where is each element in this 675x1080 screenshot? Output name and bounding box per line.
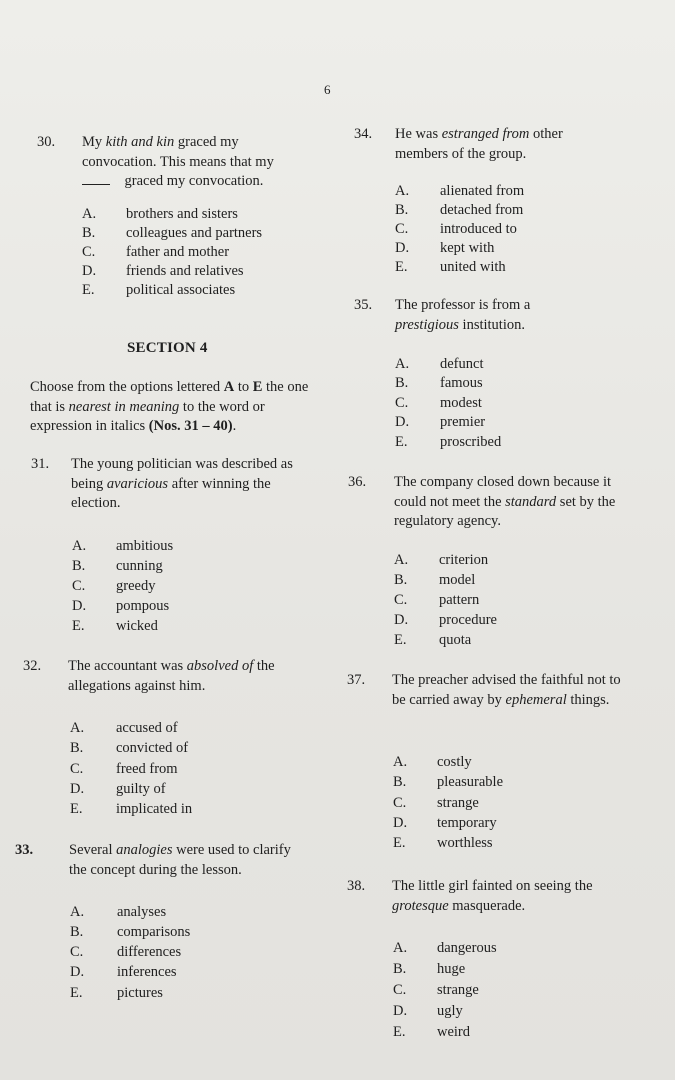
- question-stem: My kith and kin graced my convocation. This means that my graced my convocation.: [82, 134, 274, 189]
- italic-term: grotesque: [392, 897, 449, 914]
- question-31: [31, 455, 331, 515]
- section-instructions: Choose from the options lettered A to E the one that is nearest in meaning to the word or expression in italics (Nos. 31 – 40).: [30, 379, 309, 434]
- question-number: 37.: [347, 672, 366, 688]
- question-number: 35.: [354, 297, 373, 313]
- question-stem: The professor is from a prestigious institution.: [395, 297, 531, 333]
- question-number: 36.: [348, 474, 367, 490]
- question-32: [23, 657, 323, 702]
- exam-page: 6 30. My kith and kin graced my convocation. This means that my graced my convocation. A. brothers and sisters B. colleagues and partners C. father and mother D. friends and relatives E. political associates SECTION 4 Choose from the options lettered A to E the one that is nearest in meaning to the word or expression in italics (Nos. 31 – 40). 31. The young politician was described as being avaricious after winning the election. A. ambitious B. cunning C. greedy D. pompous E. wicked 32. The accountant was absolved of the allegations against him. A. accused of B. convicted of C. freed from D. guilty of E. implicated in 33. Several analogies were used to clarify the concept during the lesson. A. analyses B. comparisons C. differences D. inferences E. pictures 34. He was estranged from other members of the group. A. alienated from B. detached from C. introduced to D. kept with E. united with 35. The professor is from a prestigious institution. A. defunct B. famous C. modest D. premier E. proscribed 36. The company closed down because it could not meet the standard set by the regulatory agency. A. criterion B. model C. pattern D. procedure E. quota 37. The preacher advised the faithful not to be carried away by ephemeral things. A. costly B. pleasurable C. strange D. temporary E. worthless 38. The little girl fainted on seeing the grotesque masquerade. A. dangerous B. huge C. strange D. ugly E. weird: [0, 0, 675, 1080]
- italic-term: standard: [505, 493, 557, 510]
- italic-term: ephemeral: [505, 691, 567, 708]
- italic-term: kith and kin: [105, 134, 175, 150]
- italic-term: absolved of: [186, 658, 254, 674]
- question-number: 31.: [31, 456, 50, 472]
- question-stem: Several analogies were used to clarify the concept during the lesson.: [69, 842, 291, 878]
- blank-line: [82, 172, 110, 185]
- italic-term: prestigious: [395, 316, 459, 333]
- question-36: [348, 473, 658, 533]
- question-number: 32.: [23, 658, 42, 674]
- question-number: 33.: [15, 842, 34, 858]
- question-35: [354, 296, 654, 341]
- question-stem: The accountant was absolved of the allegations against him.: [68, 658, 275, 694]
- question-37: [347, 671, 657, 731]
- question-38: [347, 877, 657, 922]
- question-stem: The company closed down because it could not meet the standard set by the regulatory agency.: [394, 474, 616, 529]
- italic-term: analogies: [116, 842, 173, 858]
- italic-term: estranged from: [441, 126, 530, 142]
- question-stem: The preacher advised the faithful not to be carried away by ephemeral things.: [392, 672, 621, 708]
- question-stem: He was estranged from other members of the group.: [395, 126, 563, 162]
- question-33: [15, 841, 315, 886]
- question-number: 30.: [37, 134, 56, 150]
- question-30: [37, 133, 337, 193]
- question-34: [354, 125, 654, 170]
- question-number: 34.: [354, 126, 373, 142]
- question-stem: The young politician was described as being avaricious after winning the election.: [71, 456, 293, 511]
- section-title: SECTION 4: [127, 340, 208, 356]
- question-stem: The little girl fainted on seeing the grotesque masquerade.: [392, 878, 593, 914]
- question-number: 38.: [347, 878, 366, 894]
- italic-term: avaricious: [106, 475, 169, 492]
- page-number: 6: [324, 82, 331, 97]
